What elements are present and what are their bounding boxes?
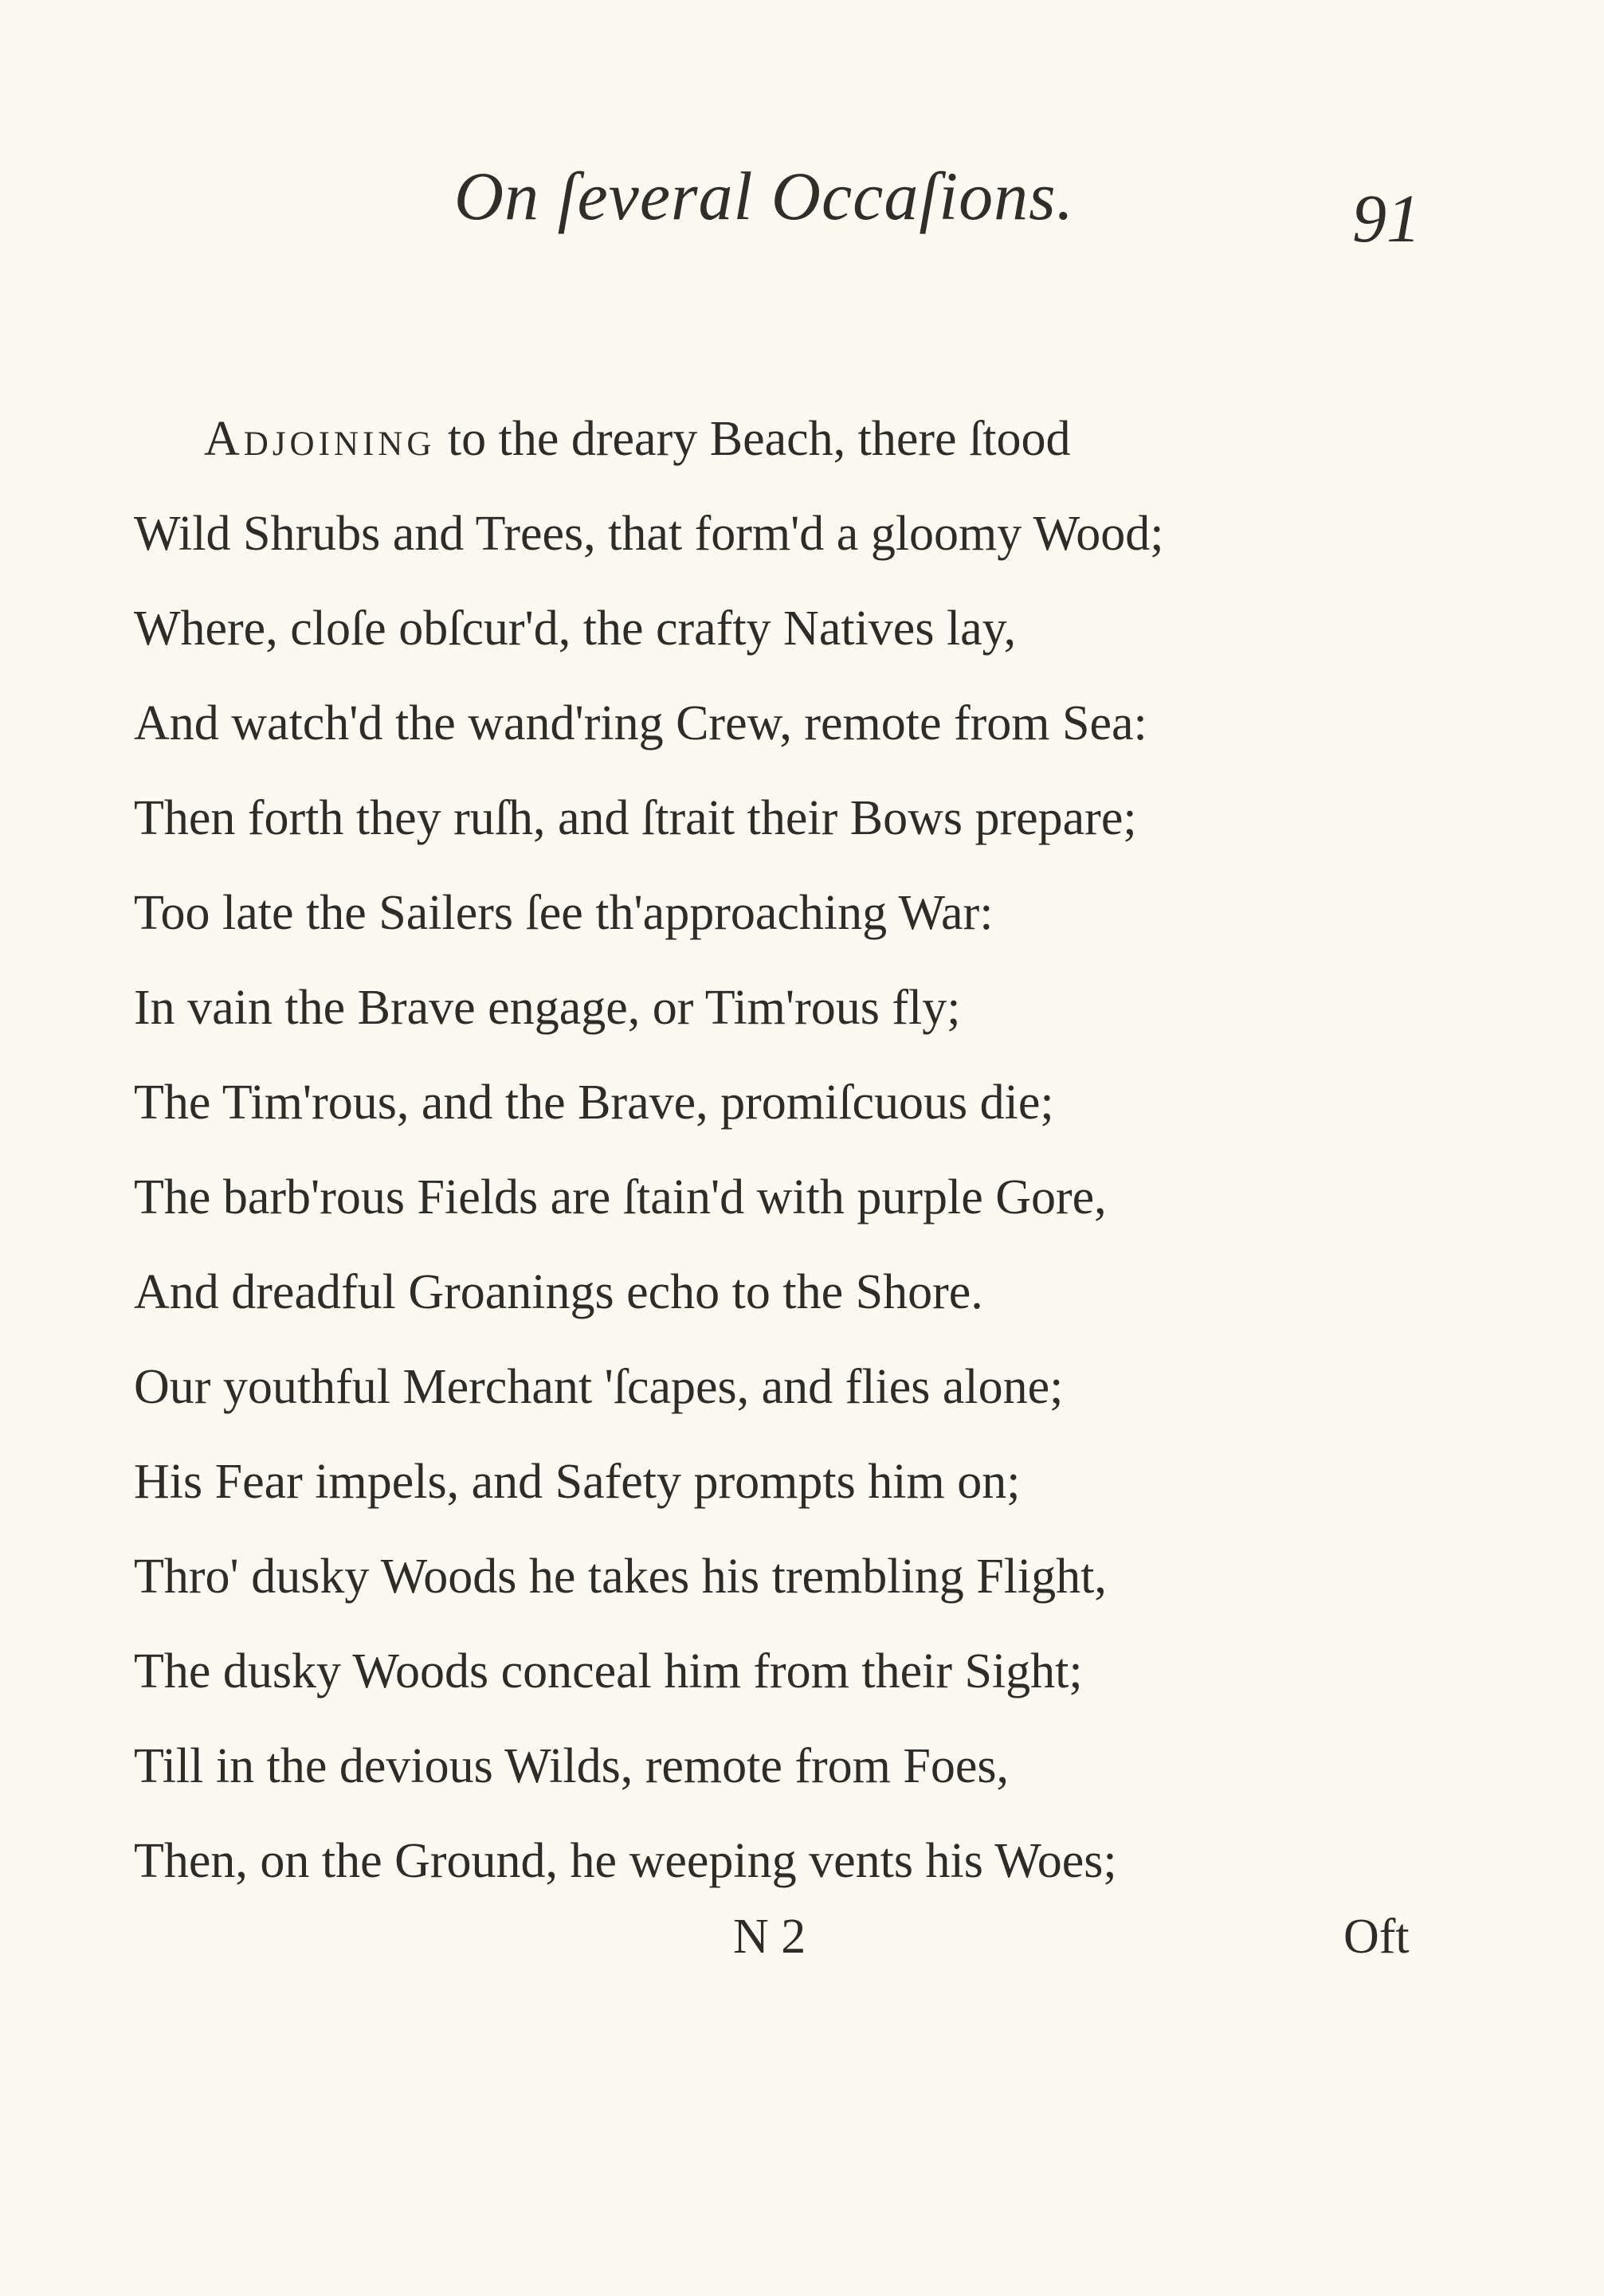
poem-line-5: Then forth they ruſh, and ſtrait their Bows prepare; [134, 791, 1137, 845]
poem-line-4: And watch'd the wand'ring Crew, remote from Sea: [134, 696, 1147, 750]
poem-line-14: The dusky Woods conceal him from their Sight; [134, 1644, 1083, 1698]
poem-first-line-rest: to the dreary Beach, there ſtood [435, 412, 1071, 466]
poem-line-2: Wild Shrubs and Trees, that form'd a gloomy Wood; [134, 507, 1164, 561]
poem-line-8: The Tim'rous, and the Brave, promiſcuous die; [134, 1076, 1054, 1130]
poem-line-1 [134, 392, 1488, 487]
catchword: Oft [1343, 1910, 1410, 1964]
poem-line-9: The barb'rous Fields are ſtain'd with purple Gore, [134, 1170, 1107, 1224]
poem-line-3: Where, cloſe obſcur'd, the crafty Natives lay, [134, 601, 1017, 656]
poem-line-10: And dreadful Groanings echo to the Shore. [134, 1265, 983, 1319]
poem-text [134, 392, 1488, 1909]
poem-line-6: Too late the Sailers ſee th'approaching War: [134, 886, 994, 940]
poem-line-13: Thro' dusky Woods he takes his trembling Flight, [134, 1550, 1107, 1604]
poem-line-11: Our youthful Merchant 'ſcapes, and flies alone; [134, 1360, 1064, 1414]
poem-first-word: Adjoining [204, 412, 436, 466]
running-title: On ſeveral Occaſions. [454, 158, 1075, 234]
signature-mark: N 2 [733, 1910, 806, 1964]
page-number: 91 [1352, 180, 1421, 257]
poem-line-7: In vain the Brave engage, or Tim'rous fly; [134, 981, 961, 1035]
poem-line-12: His Fear impels, and Safety prompts him on; [134, 1455, 1021, 1509]
poem-line-16: Then, on the Ground, he weeping vents his Woes; [134, 1834, 1117, 1888]
poem-line-15: Till in the devious Wilds, remote from Foes, [134, 1739, 1009, 1793]
